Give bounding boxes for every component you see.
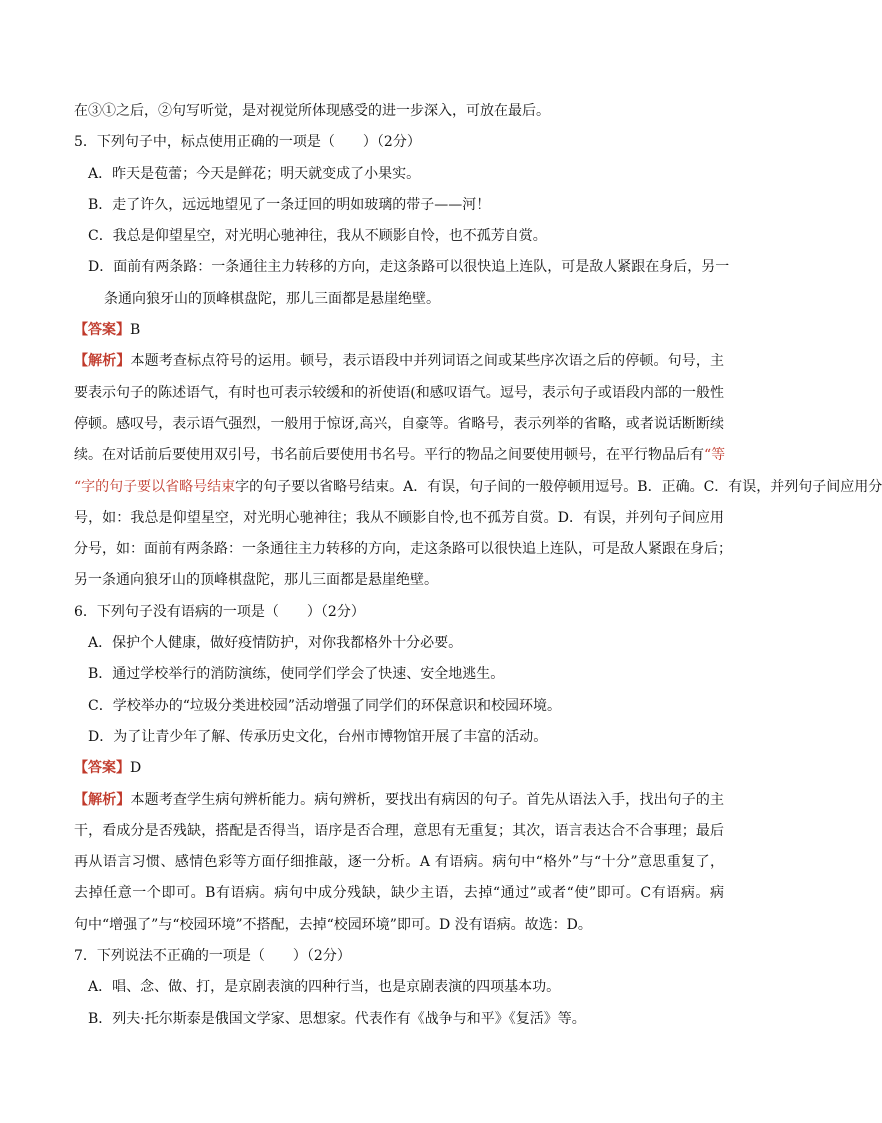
question-7-option-b: B．列夫·托尔斯泰是俄国文学家、思想家。代表作有《战争与和平》《复活》等。 — [88, 1010, 586, 1027]
question-7-stem: 7．下列说法不正确的一项是（ ）（2分） — [74, 948, 351, 965]
question-6-stem: 6．下列句子没有语病的一项是（ ）（2分） — [74, 603, 365, 620]
explanation-label: 【解析】 — [74, 791, 131, 808]
question-5-option-a: A．昨天是苞蕾；今天是鲜花；明天就变成了小果实。 — [88, 165, 421, 182]
question-5-explanation-line-3: 停顿。感叹号，表示语气强烈，一般用于惊讶,高兴，自豪等。省略号，表示列举的省略，或者说话断断续 — [74, 415, 724, 432]
answer-label: 【答案】 — [74, 760, 130, 777]
question-6-explanation-line-2: 干，看成分是否残缺，搭配是否得当，语序是否合理，意思有无重复；其次，语言表达合不合事理；最后 — [74, 822, 724, 839]
question-6-explanation-line-4: 去掉任意一个即可。B有语病。病句中成分残缺，缺少主语，去掉“通过”或者“使”即可。C有语病。病 — [74, 885, 724, 902]
question-5-option-d-continued: 条通向狼牙山的顶峰棋盘陀，那儿三面都是悬崖绝壁。 — [104, 290, 440, 307]
question-6-option-b: B．通过学校举行的消防演练，使同学们学会了快速、安全地逃生。 — [88, 666, 505, 683]
answer-value: D — [130, 760, 142, 777]
question-7-option-a: A．唱、念、做、打，是京剧表演的四种行当，也是京剧表演的四项基本功。 — [88, 979, 561, 996]
question-6-option-d: D．为了让青少年了解、传承历史文化，台州市博物馆开展了丰富的活动。 — [88, 728, 548, 745]
question-5-option-b: B．走了许久，远远地望见了一条迂回的明如玻璃的带子——河！ — [88, 196, 491, 213]
question-5-explanation-line-1: 【解析】本题考查标点符号的运用。顿号，表示语段中并列词语之间或某些序次语之后的停顿。句号，主 — [74, 353, 725, 370]
question-5-explanation-line-7: 分号，如：面前有两条路：一条通往主力转移的方向，走这条路可以很快追上连队，可是敌人紧跟在身后； — [74, 541, 732, 558]
question-5-explanation-line-5 — [74, 472, 882, 503]
answer-label: 【答案】 — [74, 322, 130, 339]
answer-value: B — [130, 322, 141, 339]
question-6-explanation-line-3: 再从语言习惯、感情色彩等方面仔细推敲，逐一分析。A 有语病。病句中“格外”与“十分”意思重复了， — [74, 854, 724, 871]
question-6-explanation-line-1: 【解析】本题考查学生病句辨析能力。病句辨析，要找出有病因的句子。首先从语法入手，找出句子的主 — [74, 791, 725, 808]
explanation-line-5-rest: 字的句子要以省略号结束。A．有误，句子间的一般停顿用逗号。B．正确。C．有误，并列句子间应用分 — [235, 478, 882, 495]
question-5-stem: 5．下列句子中，标点使用正确的一项是（ ）（2分） — [74, 134, 421, 151]
question-5-explanation-line-2: 要表示句子的陈述语气，有时也可表示较缓和的祈使语(和感叹语气。逗号，表示句子或语段内部的一般性 — [74, 384, 724, 401]
question-6-option-c: C．学校举办的“垃圾分类进校园”活动增强了同学们的环保意识和校园环境。 — [88, 697, 562, 714]
red-quote-text: “字的句子要以省略号结束 — [74, 478, 236, 495]
question-5-explanation-line-6: 号，如：我总是仰望星空，对光明心驰神往；我从不顾影自怜,也不孤芳自赏。D．有误，并列句子间应用 — [74, 509, 724, 526]
question-5-answer — [74, 315, 724, 346]
question-6-answer — [74, 753, 724, 784]
question-6-option-a: A．保护个人健康，做好疫情防护，对你我都格外十分必要。 — [88, 635, 463, 652]
question-5-option-d: D．面前有两条路：一条通往主力转移的方向，走这条路可以很快追上连队，可是敌人紧跟在身后，另一 — [88, 259, 730, 276]
question-5-explanation-line-4: 续。在对话前后要使用双引号，书名前后要使用书名号。平行的物品之间要使用顿号，在平行物品后有“等 — [74, 447, 726, 464]
question-5-explanation-line-8: 另一条通向狼牙山的顶峰棋盘陀，那儿三面都是悬崖绝壁。 — [74, 572, 438, 589]
red-quote-open: “等 — [704, 447, 726, 464]
question-5-option-c: C．我总是仰望星空，对光明心驰神往，我从不顾影自怜，也不孤芳自赏。 — [88, 228, 547, 245]
document-page — [74, 96, 882, 1035]
question-6-explanation-line-5: 句中“增强了”与“校园环境”不搭配，去掉“校园环境”即可。D 没有语病。故选：D。 — [74, 916, 592, 933]
explanation-label: 【解析】 — [74, 353, 131, 370]
continuation-line: 在③①之后，②句写听觉，是对视觉所体现感受的进一步深入，可放在最后。 — [74, 103, 550, 119]
